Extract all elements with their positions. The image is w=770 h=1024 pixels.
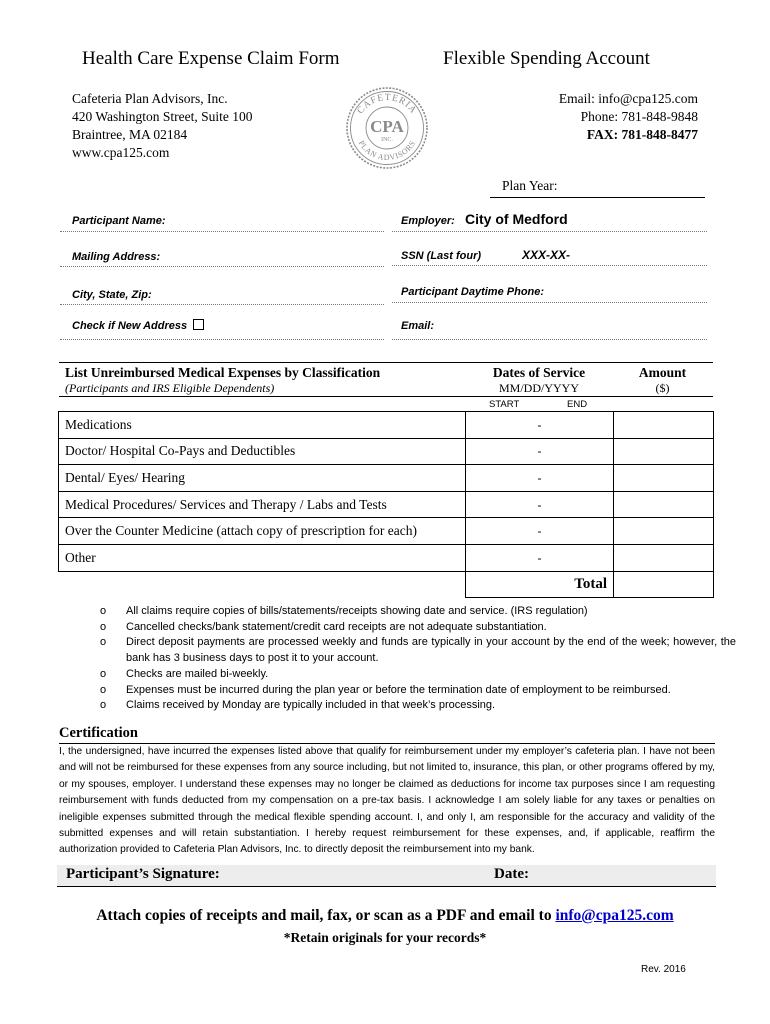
expenses-table bbox=[58, 411, 714, 598]
note-text: Claims received by Monday are typically included in that week’s processing. bbox=[126, 699, 496, 712]
list-item bbox=[100, 683, 736, 699]
company-city: Braintree, MA 02184 bbox=[72, 127, 188, 142]
start-label: START bbox=[489, 399, 520, 410]
dates-of-service-field[interactable]: - bbox=[466, 465, 614, 492]
new-address-checkbox[interactable] bbox=[193, 319, 204, 330]
dates-of-service-field[interactable]: - bbox=[466, 518, 614, 545]
employer-label: Employer: bbox=[401, 215, 455, 227]
new-address-text: Check if New Address bbox=[72, 320, 188, 332]
expense-category: Other bbox=[59, 544, 466, 571]
list-item bbox=[100, 698, 736, 714]
participant-name-label: Participant Name: bbox=[72, 215, 166, 227]
email-label: Email: bbox=[401, 320, 435, 332]
company-contact bbox=[559, 90, 698, 144]
note-text: Direct deposit payments are processed weekly and funds are typically in your account by the end of the week; however, the bank has 3 business days to post it to your account. bbox=[126, 636, 736, 665]
signature-label: Participant’s Signature: bbox=[66, 866, 220, 882]
bullet-glyph: o bbox=[100, 636, 107, 649]
amount-field[interactable] bbox=[614, 544, 714, 571]
participant-name-field[interactable] bbox=[60, 231, 384, 232]
expense-category: Medications bbox=[59, 412, 466, 439]
table-row bbox=[59, 544, 714, 571]
date-field[interactable] bbox=[538, 866, 708, 886]
seal-bottom-text: PLAN ADVISORS bbox=[356, 138, 418, 163]
seal-center-text: CPA bbox=[370, 117, 404, 136]
company-name: Cafeteria Plan Advisors, Inc. bbox=[72, 91, 228, 106]
email-field[interactable] bbox=[392, 339, 707, 340]
expense-category: Medical Procedures/ Services and Therapy / Labs and Tests bbox=[59, 491, 466, 518]
daytime-phone-label: Participant Daytime Phone: bbox=[401, 286, 545, 298]
expense-category: Dental/ Eyes/ Hearing bbox=[59, 465, 466, 492]
certification-body: I, the undersigned, have incurred the expenses listed above that qualify for reimbursement under my employer’s cafeteria plan. I have not been and will not be reimbursed for these expenses from any source including, but not limited to, insurance, this plan, or other programs offered by my, or my spouses, employer. I understand these expenses may no longer be claimed as deductions for income tax purposes since I am requesting reimbursement with funds deducted from my compensation on a pre-tax basis. I acknowledge I am solely liable for any taxes or penalties on ineligible expenses submitted through the medical flexible spending account. I, and only I, am responsible for the accuracy and validity of the submitted expenses and will retain substantiation. I hereby request reimbursement for these expenses, and, if applicable, reaffirm the authorization provided to Cafeteria Plan Advisors, Inc. to directly deposit the reimbursement into my bank. bbox=[59, 746, 715, 856]
mailing-address-label: Mailing Address: bbox=[72, 251, 161, 263]
dates-of-service-field[interactable]: - bbox=[466, 544, 614, 571]
list-item bbox=[100, 635, 736, 666]
seal-top-text: CAFETERIA bbox=[355, 92, 419, 117]
new-address-line bbox=[60, 339, 384, 340]
list-item bbox=[100, 620, 736, 636]
city-state-zip-label: City, State, Zip: bbox=[72, 289, 152, 301]
dates-of-service-field[interactable]: - bbox=[466, 438, 614, 465]
plan-year-field[interactable] bbox=[490, 197, 705, 198]
list-item bbox=[100, 604, 736, 620]
claim-notes-list bbox=[100, 604, 736, 714]
amount-field[interactable] bbox=[614, 491, 714, 518]
amount-heading: Amount bbox=[638, 365, 687, 380]
amount-field[interactable] bbox=[614, 412, 714, 439]
dates-format: MM/DD/YYYY bbox=[498, 381, 579, 395]
email-link[interactable]: info@cpa125.com bbox=[555, 907, 674, 924]
svg-text:CAFETERIA bbox=[356, 93, 419, 116]
daytime-phone-field[interactable] bbox=[392, 302, 707, 303]
dates-of-service-field[interactable]: - bbox=[466, 491, 614, 518]
total-amount-field[interactable] bbox=[614, 571, 714, 598]
table-row bbox=[59, 465, 714, 492]
amount-field[interactable] bbox=[614, 518, 714, 545]
attach-text: Attach copies of receipts and mail, fax, or scan as a PDF and email to bbox=[96, 907, 556, 924]
new-address-label bbox=[72, 320, 204, 332]
plan-year-label: Plan Year: bbox=[502, 178, 558, 193]
employer-value: City of Medford bbox=[465, 211, 568, 227]
bullet-glyph: o bbox=[100, 605, 107, 617]
company-address bbox=[72, 90, 253, 162]
total-spacer bbox=[59, 571, 466, 598]
ssn-label: SSN (Last four) bbox=[401, 250, 482, 262]
ssn-field[interactable] bbox=[392, 265, 707, 266]
table-row bbox=[59, 491, 714, 518]
table-row bbox=[59, 412, 714, 439]
contact-email: Email: info@cpa125.com bbox=[558, 91, 698, 106]
mailing-address-field[interactable] bbox=[60, 266, 384, 267]
cpa-seal-logo bbox=[343, 86, 431, 170]
company-website: www.cpa125.com bbox=[72, 145, 170, 160]
note-text: Expenses must be incurred during the plan year or before the termination date of employment to be reimbursed. bbox=[126, 683, 671, 696]
total-row bbox=[59, 571, 714, 598]
city-state-zip-field[interactable] bbox=[60, 304, 384, 305]
end-label: END bbox=[567, 399, 588, 410]
dates-heading: Dates of Service bbox=[492, 365, 586, 380]
signature-field[interactable] bbox=[232, 866, 482, 886]
bullet-glyph: o bbox=[100, 667, 107, 680]
certification-heading: Certification bbox=[59, 725, 138, 741]
company-street: 420 Washington Street, Suite 100 bbox=[72, 109, 253, 124]
amount-unit: ($) bbox=[655, 381, 670, 395]
list-item bbox=[100, 667, 736, 683]
expenses-heading: List Unreimbursed Medical Expenses by Classification bbox=[65, 365, 381, 380]
amount-field[interactable] bbox=[614, 465, 714, 492]
expense-category: Doctor/ Hospital Co-Pays and Deductibles bbox=[59, 438, 466, 465]
ssn-value: XXX-XX- bbox=[522, 248, 571, 262]
total-label: Total bbox=[466, 571, 614, 598]
note-text: Checks are mailed bi-weekly. bbox=[126, 667, 269, 680]
expense-category: Over the Counter Medicine (attach copy of prescription for each) bbox=[59, 518, 466, 545]
contact-phone: Phone: 781-848-9848 bbox=[580, 109, 698, 124]
account-type-title: Flexible Spending Account bbox=[443, 48, 650, 69]
form-title: Health Care Expense Claim Form bbox=[82, 48, 340, 69]
contact-fax: FAX: 781-848-8477 bbox=[586, 127, 698, 142]
note-text: All claims require copies of bills/statements/receipts showing date and service. (IRS regulation) bbox=[126, 605, 588, 617]
employer-field[interactable] bbox=[392, 231, 707, 232]
retain-originals-note: *Retain originals for your records* bbox=[283, 930, 487, 945]
date-label: Date: bbox=[494, 866, 529, 882]
bullet-glyph: o bbox=[100, 699, 107, 712]
bullet-glyph: o bbox=[100, 620, 107, 633]
note-text: Cancelled checks/bank statement/credit card receipts are not adequate substantiation. bbox=[126, 620, 547, 633]
expenses-top-rule bbox=[59, 362, 713, 363]
seal-inc-text: INC. bbox=[381, 137, 393, 143]
expenses-subheading: (Participants and IRS Eligible Dependents) bbox=[65, 381, 275, 395]
attach-instructions bbox=[0, 907, 770, 925]
table-row bbox=[59, 438, 714, 465]
amount-field[interactable] bbox=[614, 438, 714, 465]
dates-of-service-field[interactable]: - bbox=[466, 412, 614, 439]
table-row bbox=[59, 518, 714, 545]
expenses-header-rule bbox=[59, 396, 713, 397]
bullet-glyph: o bbox=[100, 683, 107, 696]
revision-label: Rev. 2016 bbox=[641, 964, 686, 975]
